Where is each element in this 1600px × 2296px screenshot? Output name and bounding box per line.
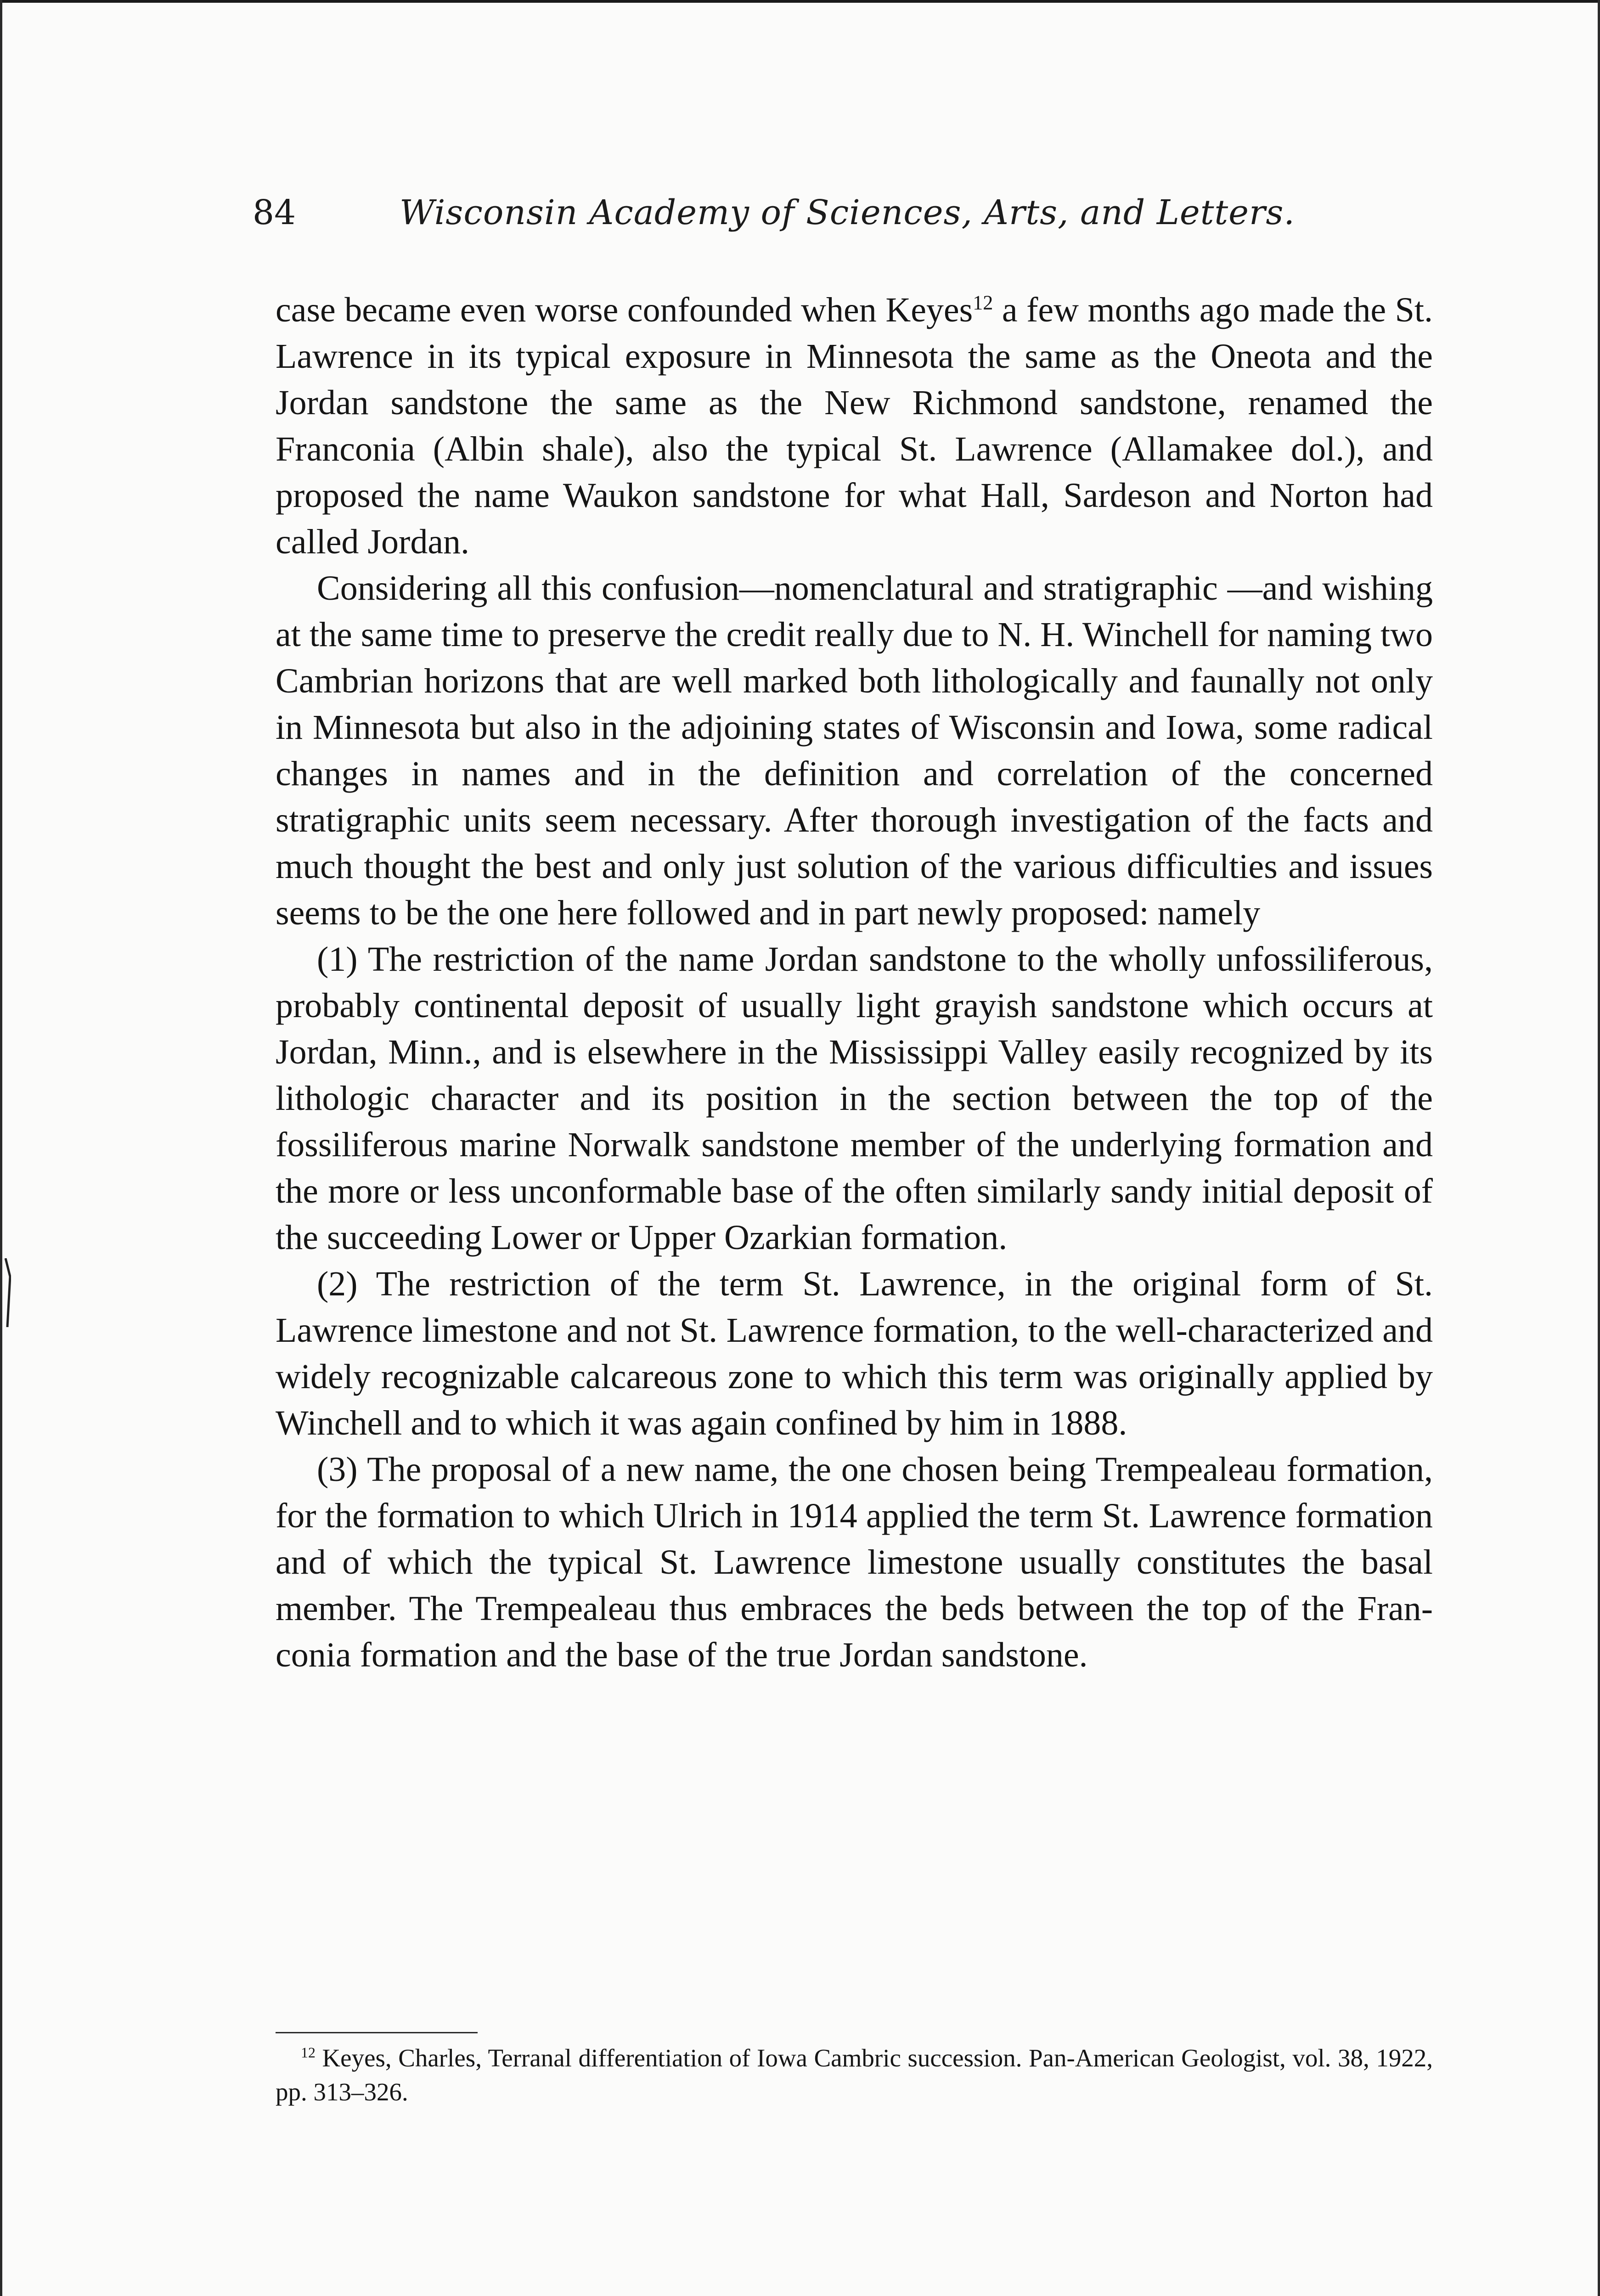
footnotes	[276, 2041, 1433, 2109]
paragraph-item-2: (2) The restriction of the term St. Lawrence, in the original form of St. Lawrence limestone and not St. Lawrence formation, to the well-characterized and widely recognizable calcareous zone to which this term was originally applied by Winchell and to which it was again confined by him in 1888.	[276, 1265, 1433, 1442]
running-title: Wisconsin Academy of Sciences, Arts, and Letters.	[400, 193, 1295, 232]
footnote-text: Keyes, Charles, Terranal differentiation of Iowa Cambric succession. Pan-American Geologist, vol. 38, 1922, pp. 313–326.	[276, 2044, 1433, 2106]
paragraph-text: case became even worse confounded when Keyes	[276, 291, 973, 329]
binding-mark-icon	[5, 1258, 11, 1327]
footnote-divider	[276, 2032, 478, 2033]
footnote-reference: 12	[973, 291, 993, 314]
paragraph-item-3: (3) The proposal of a new name, the one chosen being Trempealeau formation, for the formation to which Ulrich in 1914 applied the term St. Lawrence formation and of which the typical St. Lawrence limestone usually constitutes the basal member. The Trempealeau thus embraces the beds between the top of the Franconia formation and the base of the true Jordan sandstone.	[276, 1450, 1433, 1674]
paragraph-text: a few months ago made the St. Lawrence in its typical exposure in Minnesota the same as the Oneota and the Jordan sandstone the same as the New Richmond sandstone, renamed the Franconia (Albin shale), also the typical St. Lawrence (Allamakee dol.), and proposed the name Waukon sandstone for what Hall, Sardeson and Norton had called Jordan.	[276, 291, 1433, 561]
main-text	[276, 287, 1433, 1678]
footnote-marker: 12	[301, 2044, 315, 2061]
footnote	[276, 2041, 1433, 2109]
scan-border-top	[0, 0, 1600, 3]
paragraph: Considering all this confusion—nomenclatural and stratigraphic —and wishing at the same time to preserve the credit really due to N. H. Winchell for naming two Cambrian horizons that are well marked both lithologically and faunally not only in Minnesota but also in the adjoining states of Wisconsin and Iowa, some radical changes in names and in the definition and correlation of the concerned stratigraphic units seem necessary. After thorough investigation of the facts and much thought the best and only just solution of the various difficulties and issues seems to be the one here followed and in part newly proposed: namely	[276, 569, 1433, 932]
paragraph-item-1: (1) The restriction of the name Jordan sandstone to the wholly unfossiliferous, probably continental deposit of usually light grayish sandstone which occurs at Jordan, Minn., and is elsewhere in the Mississippi Valley easily recognized by its lithologic character and its position in the section between the top of the fossiliferous marine Norwalk sandstone member of the underlying formation and the more or less unconformable base of the often similarly sandy initial deposit of the succeeding Lower or Upper Ozarkian formation.	[276, 940, 1433, 1257]
page-number: 84	[253, 193, 296, 232]
scan-border-right	[1598, 0, 1600, 2296]
scan-border-left	[0, 0, 2, 2296]
paragraph-continuation	[276, 287, 1433, 565]
